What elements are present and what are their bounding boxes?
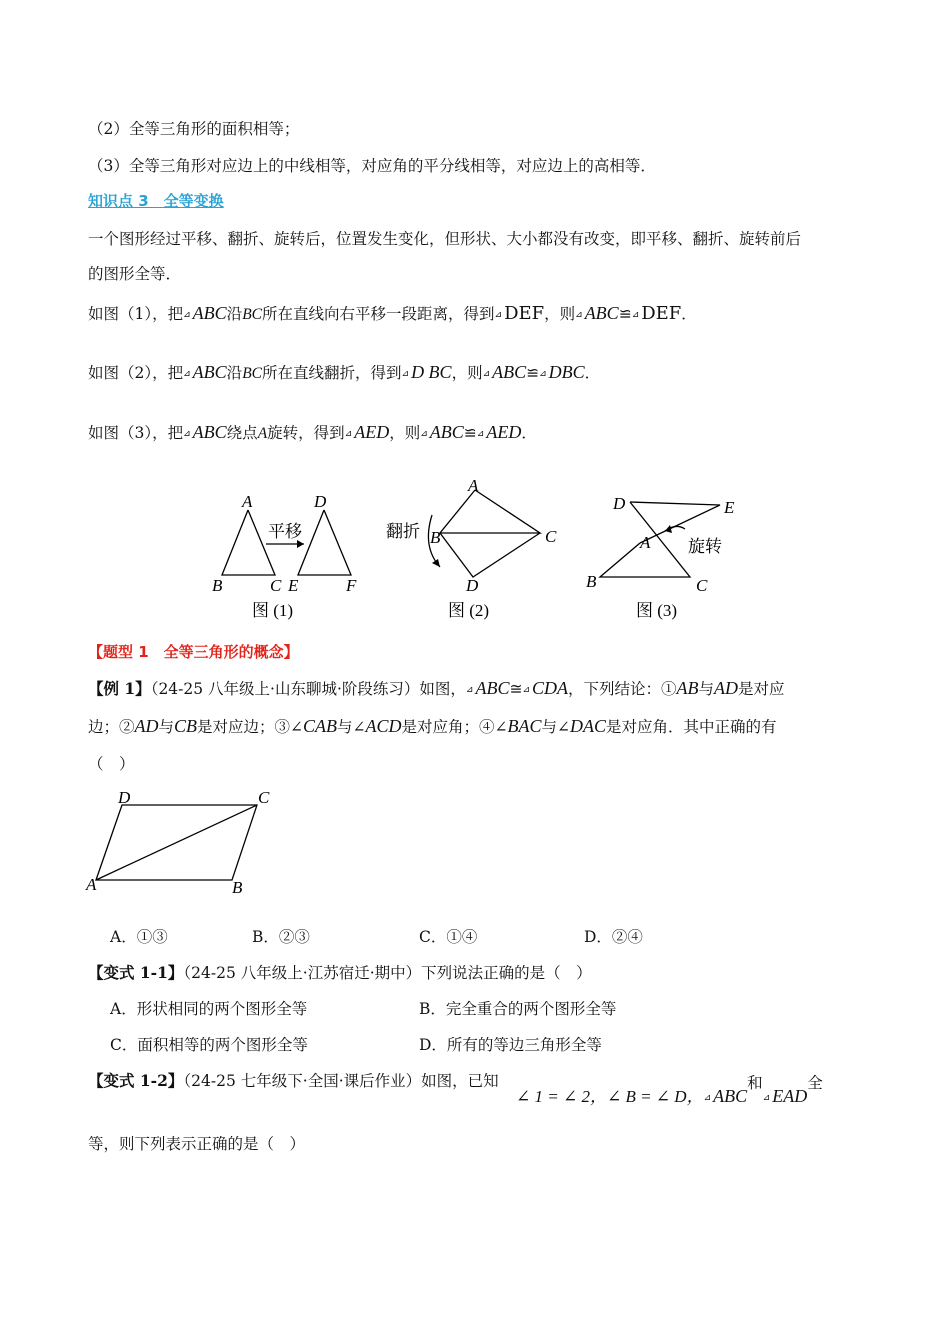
label-c: C [258, 788, 270, 807]
text: ． [681, 305, 697, 323]
diagonal-ac [96, 805, 257, 880]
label-b: B [232, 878, 243, 897]
text: 是对应角；④∠ [401, 718, 508, 736]
text: ． [521, 424, 537, 442]
text: 沿 [226, 305, 243, 323]
option-b[interactable]: B．②③ [252, 928, 310, 946]
text: 如图（1），把 [88, 305, 184, 323]
option-d[interactable]: D．②④ [584, 928, 643, 946]
arrowhead [432, 559, 440, 567]
text: （24-25 八年级上·山东聊城·阶段练习）如图， [150, 680, 466, 698]
text: 如图（3），把 [88, 424, 184, 442]
label-b: B [586, 572, 597, 591]
triangle-abc [222, 510, 275, 575]
triangle-symbol: ⊿ [183, 429, 191, 439]
text: 所在直线向右平移一段距离，得到 [262, 305, 495, 323]
label-d: D [466, 576, 479, 595]
math: BC [242, 306, 262, 323]
math: ACD [365, 716, 402, 736]
variant-tag: 【变式 1-2】 [88, 1071, 184, 1090]
text: 绕点 [226, 424, 258, 442]
arrowhead [665, 525, 672, 533]
variant12-math [516, 1074, 823, 1109]
text: 所在直线翻折，得到 [262, 364, 402, 382]
label-f: F [346, 576, 357, 595]
knowledge-desc-2: 的图形全等． [88, 265, 182, 283]
cong-symbol: ≌ [526, 364, 540, 382]
math: ABC [475, 678, 510, 698]
variant-tag: 【变式 1-1】 [88, 963, 184, 982]
math: ∠ 1 = ∠ 2，∠ B = ∠ D， [516, 1087, 704, 1106]
knowledge-title [88, 190, 224, 212]
triangle-symbol: ⊿ [420, 429, 428, 439]
label-a: A [86, 875, 97, 894]
label-a: A [468, 476, 479, 495]
text: 与 [698, 680, 715, 698]
text: 与∠ [541, 718, 571, 736]
example1-line1 [88, 677, 785, 701]
math: ABC [492, 362, 527, 382]
math: ABC [429, 422, 464, 442]
rotate-statement [88, 421, 537, 445]
triangle-symbol: ⊿ [401, 369, 410, 379]
math: AED [486, 422, 522, 442]
variant11-question [88, 962, 592, 984]
text: ． [584, 364, 601, 382]
knowledge-desc-1: 一个图形经过平移、翻折、旋转后，位置发生变化，但形状、大小都没有改变，即平移、翻折、旋转前后 [88, 230, 802, 248]
label-b: B [212, 576, 223, 595]
text: ，则 [389, 424, 421, 442]
triangle-symbol: ⊿ [631, 310, 640, 320]
variant12-question [88, 1070, 499, 1092]
math: AED [354, 422, 390, 442]
label-c: C [696, 576, 708, 595]
triangle-symbol: ⊿ [183, 310, 191, 320]
label-d: D [613, 494, 626, 513]
text: 是对应边；③∠ [197, 718, 304, 736]
arrowhead [297, 540, 304, 548]
math: BAC [507, 716, 542, 736]
triangle-abc-flip [440, 490, 540, 533]
label-e: E [724, 498, 735, 517]
triangle-symbol: ⊿ [476, 429, 485, 439]
triangle-symbol: ⊿ [183, 369, 191, 379]
text: ，则 [451, 364, 483, 382]
math: DEF [504, 303, 545, 324]
triangle-dbc [440, 533, 540, 577]
text: ，下列结论：① [568, 680, 677, 698]
math: CB [174, 716, 198, 736]
cong-symbol: ≌ [618, 305, 632, 323]
math: CDA [532, 678, 568, 698]
option-b[interactable]: B．完全重合的两个图形全等 [419, 1000, 617, 1018]
text: 是对应角．其中正确的有 [606, 718, 777, 736]
text: 是对应 [738, 680, 785, 698]
math: CAB [303, 716, 338, 736]
property-3: （3）全等三角形对应边上的中线相等，对应角的平分线相等，对应边上的高相等． [88, 157, 656, 175]
example1-line2 [88, 715, 777, 738]
text: 与 [158, 718, 175, 736]
triangle-symbol: ⊿ [482, 369, 491, 379]
label-e: E [288, 576, 299, 595]
rotate-label: 旋转 [688, 537, 722, 556]
variant12-line2: 等，则下列表示正确的是（ ） [88, 1135, 306, 1153]
triangle-symbol: ⊿ [575, 310, 583, 320]
example1-paren: （ ） [88, 755, 135, 773]
parallelogram-figure [82, 785, 282, 897]
math: ABC [192, 362, 227, 382]
text: （24-25 七年级下·全国·课后作业）如图，已知 [183, 1072, 499, 1090]
type1-title [88, 641, 299, 663]
math: ABC [192, 422, 227, 442]
text: （24-25 八年级上·江苏宿迁·期中）下列说法正确的是（ ） [183, 964, 592, 982]
math: EAD [772, 1086, 808, 1106]
label-a: A [640, 533, 651, 552]
option-a[interactable]: A．①③ [110, 928, 168, 946]
label-d: D [314, 492, 327, 511]
transformation-figures [200, 475, 760, 630]
label-b: B [430, 528, 441, 547]
math: D BC [411, 362, 452, 382]
math: ABC [192, 303, 227, 323]
math: BC [242, 365, 262, 382]
caption-2: 图 (2) [448, 601, 490, 620]
label-a: A [242, 492, 253, 511]
text: 边；② [88, 718, 135, 736]
triangle-def [298, 510, 351, 575]
math: A [257, 425, 268, 442]
option-a[interactable]: A．形状相同的两个图形全等 [110, 1000, 308, 1018]
flip-label: 翻折 [386, 522, 420, 541]
cong-symbol: ≌ [463, 424, 477, 442]
caption-1: 图 (1) [252, 601, 294, 620]
triangle-symbol: ⊿ [494, 310, 503, 320]
math: AB [676, 678, 699, 698]
text: 沿 [226, 364, 243, 382]
triangle-symbol: ⊿ [703, 1093, 712, 1103]
cong-symbol: ≅ [509, 680, 523, 698]
option-c[interactable]: C．①④ [419, 928, 478, 946]
label-c: C [545, 527, 557, 546]
text: ，则 [544, 305, 576, 323]
math: DBC [548, 362, 585, 382]
option-c[interactable]: C．面积相等的两个图形全等 [110, 1036, 308, 1054]
translate-statement [88, 302, 697, 326]
math: DAC [570, 716, 607, 736]
label-d: D [118, 788, 131, 807]
translate-label: 平移 [268, 522, 302, 541]
triangle-symbol: ⊿ [344, 429, 353, 439]
caption-3: 图 (3) [636, 601, 678, 620]
flip-statement [88, 361, 600, 385]
text: 与∠ [337, 718, 366, 736]
math: AD [134, 716, 159, 736]
label-c: C [270, 576, 282, 595]
triangle-symbol: ⊿ [762, 1093, 771, 1103]
math: DEF [641, 303, 682, 324]
triangle-symbol: ⊿ [465, 685, 474, 695]
text: 旋转，得到 [267, 424, 345, 442]
example-tag: 【例 1】 [88, 679, 151, 698]
math: ABC [584, 303, 619, 323]
text: 全 [807, 1074, 823, 1092]
property-2: （2）全等三角形的面积相等； [88, 120, 300, 138]
triangle-symbol: ⊿ [539, 369, 547, 379]
triangle-symbol: ⊿ [522, 685, 530, 695]
math: AD [714, 678, 739, 698]
text: 和 [747, 1074, 763, 1092]
type1-heading: 【题型 1 全等三角形的概念】 [88, 643, 299, 661]
math: ABC [713, 1086, 748, 1106]
knowledge-3-heading: 知识点 3 全等变换 [88, 192, 224, 210]
option-d[interactable]: D．所有的等边三角形全等 [419, 1036, 602, 1054]
text: 如图（2），把 [88, 364, 184, 382]
